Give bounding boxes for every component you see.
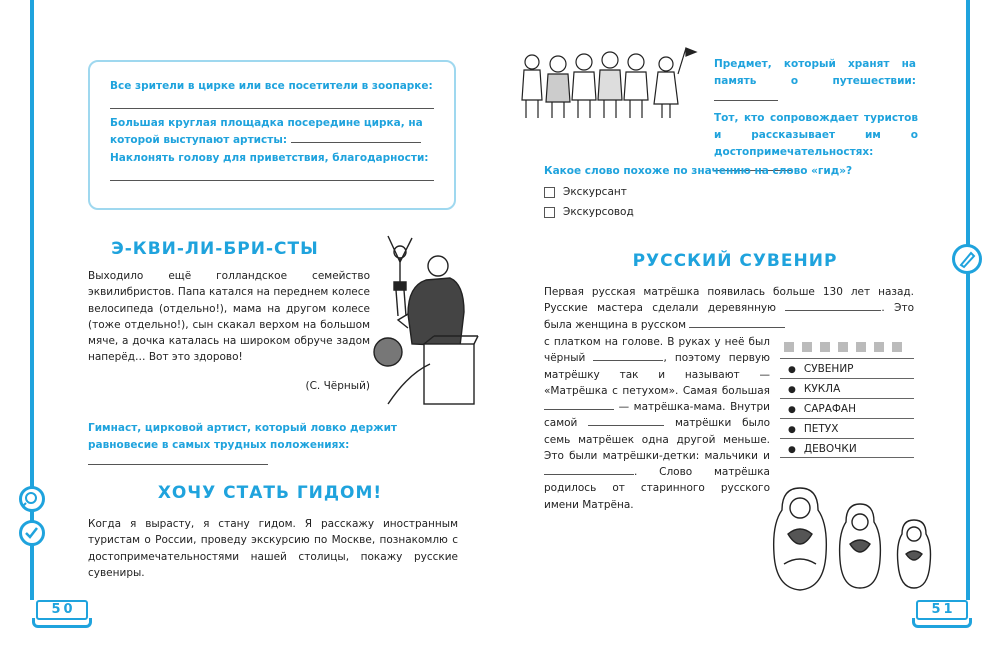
box-question-2: Большая круглая площадка посередине цирка, на которой выступают артисты: (110, 116, 423, 146)
equilibrists-text: Выходило ещё голландское семейство эквилибристов. Папа катался на переднем колесе велосипеда (отдельно!), мама на другом колесе (тоже отдельно!), сын скакал верхом на большом мяче, а дочка каталась на широком обруче задом наперёд… Вот это здорово! (88, 270, 370, 364)
word-bank (780, 336, 914, 458)
box-question-3: Наклонять голову для приветствия, благодарности: (110, 152, 429, 165)
question-guide: Тот, кто сопровождает туристов и рассказывает им о достопримечательностях: (544, 110, 918, 177)
answer-line-equilibrist[interactable] (88, 454, 268, 465)
book-icon (32, 618, 92, 628)
pen-icon[interactable] (952, 244, 982, 274)
check-icon[interactable] (19, 520, 45, 546)
author: (С. Чёрный) (305, 380, 370, 392)
word-sarafan: ● САРАФАН (780, 398, 914, 418)
question-memory: Предмет, который хранят на память о путешествии: (714, 56, 916, 106)
section-title-equilibrists: Э-КВИ-ЛИ-БРИ-СТЫ (111, 239, 319, 259)
option-1[interactable]: Экскурсант (544, 184, 627, 200)
tourists-illustration (518, 44, 698, 120)
book-icon-right (912, 618, 972, 628)
magnifier-icon[interactable] (19, 486, 45, 512)
right-page (500, 0, 1000, 655)
word-souvenir: ● СУВЕНИР (780, 358, 914, 378)
matryoshka-illustration (770, 484, 950, 594)
answer-line-1[interactable] (110, 95, 434, 109)
equilibrist-question: Гимнаст, цирковой артист, который ловко держит равновесие в самых трудных положениях: (88, 420, 458, 470)
question-similar-word: Какое слово похоже по значению на слово «гид»? (544, 165, 853, 177)
answer-line-3[interactable] (110, 167, 434, 181)
vocabulary-box (88, 60, 456, 210)
word-rooster: ● ПЕТУХ (780, 418, 914, 438)
section-title-guide: ХОЧУ СТАТЬ ГИДОМ! (157, 483, 383, 503)
souvenir-text-top: Первая русская матрёшка появилась больше 130 лет назад. Русские мастера сделали деревянную . Это была женщина в русском (544, 286, 914, 331)
guide-text: Когда я вырасту, я стану гидом. Я расскажу иностранным туристам о России, проведу экскурсию по Москве, познакомлю с достопримечательностями нашей столицы, покажу русские сувениры. (88, 518, 458, 579)
acrobat-illustration (368, 224, 480, 414)
option-2[interactable]: Экскурсовод (544, 204, 634, 220)
souvenir-text-body: с платком на голове. В руках у неё был чёрный , поэтому первую матрёшку так и называют — «Матрёшка с петухом». Самая большая — матрёшка-мама. Внутри самой матрёшки было семь матрёшек одна другой меньше. Это были матрёшки-детки: мальчики и . Слово матрёшка родилось от старинного русского имени Матрёна. (544, 336, 770, 511)
checkbox-2[interactable] (544, 207, 555, 218)
page-number-left: 5 0 (36, 600, 88, 620)
word-doll: ● КУКЛА (780, 378, 914, 398)
box-question-1: Все зрители в цирке или все посетители в зоопарке: (110, 80, 433, 92)
answer-line-memory[interactable] (714, 90, 778, 101)
word-bank-header (780, 336, 914, 358)
page-number-right: 5 1 (916, 600, 968, 620)
checkbox-1[interactable] (544, 187, 555, 198)
word-girls: ● ДЕВОЧКИ (780, 438, 914, 458)
right-margin-line (966, 0, 970, 600)
section-title-souvenir: РУССКИЙ СУВЕНИР (632, 251, 838, 271)
